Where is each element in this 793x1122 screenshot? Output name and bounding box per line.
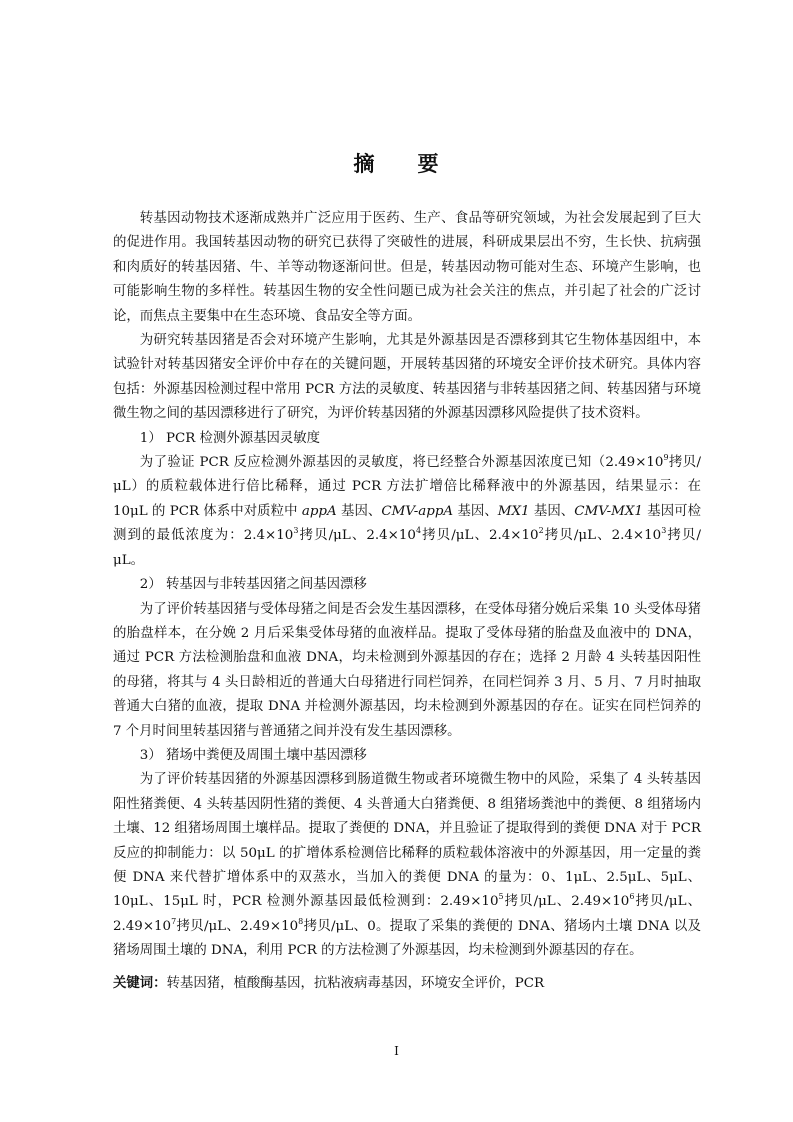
- paragraph-sensitivity: 为了验证 PCR 反应检测外源基因的灵敏度，将已经整合外源基因浓度已知（$2.49\times 10^9$拷贝/μL）的质粒载体进行倍比稀释，通过 PCR 方法扩增倍比稀释液中的外源基因，结果显示：在 10μL 的 PCR 体系中对质粒中 appA 基因、CMV-appA 基因、MX1 基因、CMV-MX1 基因可检测到的最低浓度为：$2.4\times 10^3$拷贝/μL、$2.4\times 10^4$拷贝/μL、$2.4\times 10^2$拷贝/μL、$2.4\times 10^3$拷贝/μL。: [113, 453, 702, 568]
- title-char-2: 要: [417, 152, 440, 176]
- paragraph-feces-soil: 为了评价转基因猪的外源基因漂移到肠道微生物或者环境微生物中的风险，采集了 4 头转基因阳性猪粪便、4 头转基因阴性猪的粪便、4 头普通大白猪粪便、8 组猪场粪池中的粪便、8 组猪场内土壤、12 组猪场周围土壤样品。提取了粪便的 DNA，并且验证了提取得到的粪便 DNA 对于 PCR 反应的抑制能力：以 50μL 的扩增体系检测倍比稀释的质粒载体溶液中的外源基因，用一定量的粪便 DNA 来代替扩增体系中的双蒸水，当加入的粪便 DNA 的量为：0、1μL、2.5μL、5μL、10μL、15μL 时，PCR 检测外源基因最低检测到：$2.49\times 10^5$拷贝/μL、$2.49\times 10^6$拷贝/μL、$2.49\times 10^7$拷贝/μL、$2.49\times 10^8$拷贝/μL、0。提取了采集的粪便的 DNA、猪场内土壤 DNA 以及猪场周围土壤的 DNA，利用 PCR 的方法检测了外源基因，均未检测到外源基因的存在。: [113, 772, 701, 959]
- page-number: I: [394, 1044, 399, 1058]
- abstract-body: [113, 207, 701, 964]
- keywords-line: [113, 972, 701, 996]
- keywords-text: 转基因猪，植酸酶基因，抗粘液病毒基因，环境安全评价，PCR: [166, 976, 545, 991]
- keywords-label: 关键词：: [113, 976, 167, 991]
- page-title: [0, 148, 793, 178]
- section-heading-1: 1） PCR 检测外源基因灵敏度: [139, 430, 321, 446]
- paragraph-aim: 为研究转基因猪是否会对环境产生影响，尤其是外源基因是否漂移到其它生物体基因组中，本试验针对转基因猪安全评价中存在的关键问题，开展转基因猪的环境安全评价技术研究。具体内容包括：外源基因检测过程中常用 PCR 方法的灵敏度、转基因猪与非转基因猪之间、转基因猪与环境微生物之间的基因漂移进行了研究，为评价转基因猪的外源基因漂移风险提供了技术资料。: [113, 333, 701, 422]
- paragraph-gene-flow-pigs: 为了评价转基因猪与受体母猪之间是否会发生基因漂移，在受体母猪分娩后采集 10 头受体母猪的胎盘样本，在分娩 2 月后采集受体母猪的血液样品。提取了受体母猪的胎盘及血液中的 DNA，通过 PCR 方法检测胎盘和血液 DNA，均未检测到外源基因的存在；选择 2 月龄 4 头转基因阳性的母猪，将其与 4 头日龄相近的普通大白母猪进行同栏饲养，在同栏饲养 3 月、5 月、7 月时抽取普通大白猪的血液，提取 DNA 并检测外源基因，均未检测到外源基因的存在。证实在同栏饲养的 7 个月时间里转基因猪与普通猪之间并没有发生基因漂移。: [113, 601, 701, 739]
- section-heading-2: 2） 转基因与非转基因猪之间基因漂移: [139, 577, 367, 593]
- section-heading-3: 3） 猪场中粪便及周围土壤中基因漂移: [139, 747, 367, 763]
- title-char-1: 摘: [353, 152, 376, 176]
- paragraph-intro: 转基因动物技术逐渐成熟并广泛应用于医药、生产、食品等研究领域，为社会发展起到了巨大的促进作用。我国转基因动物的研究已获得了突破性的进展，科研成果层出不穷，生长快、抗病强和肉质好的转基因猪、牛、羊等动物逐渐问世。但是，转基因动物可能对生态、环境产生影响，也可能影响生物的多样性。转基因生物的安全性问题已成为社会关注的焦点，并引起了社会的广泛讨论，而焦点主要集中在生态环境、食品安全等方面。: [113, 211, 701, 324]
